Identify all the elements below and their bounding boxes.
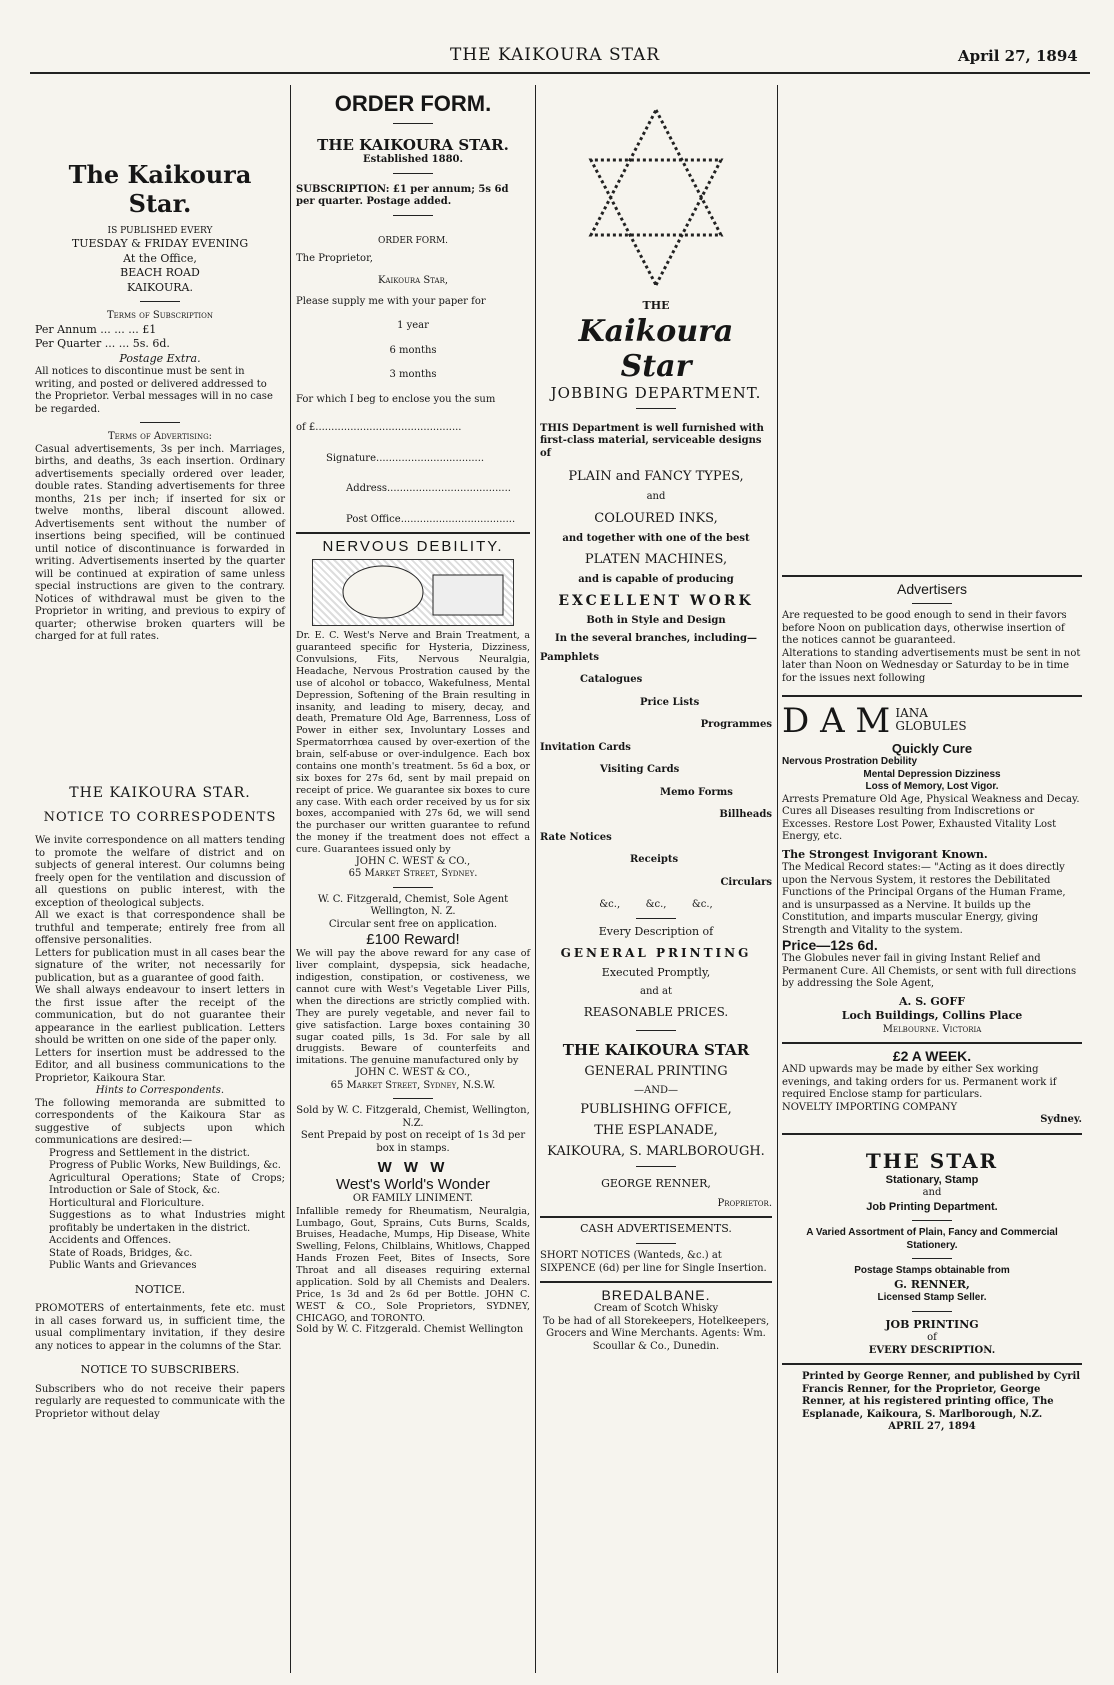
reasonable: REASONABLE PRICES.: [583, 1004, 729, 1019]
dr-west-text: Dr. E. C. West's Nerve and Brain Treatment, a guaranteed specific for Hysteria, Dizziness, Convulsions, Fits, Nervous Neuralgia, Headache, Nervous Prostration caused by the use of alcohol or tobacco, Wakefulness, Mental Depression, Softening of the Brain resulting in insanity, and leading to misery, decay, and death, Premature Old Age, Barrenness, Loss of Power in either sex, Involuntary Losses and Spermatorrhœa caused by over-exertion of the brain, self-abuse or over-indulgence. Each box contains one month's treatment. 5s 6d a box, or six boxes for 27s 6d, sent by mail prepaid on receipt of price. We guarantee six boxes to cure any case. With each order received by us for six boxes, accompanied with 27s 6d, we will send the purchaser our written guarantee to refund the money if the treatment does not effect a cure. Guarantees issued only by: [296, 630, 530, 855]
postage: Postage Extra.: [119, 351, 201, 365]
notice-body: [35, 835, 285, 1421]
divider: [782, 1363, 1082, 1365]
notice2-text: PROMOTERS of entertainments, fete etc. must in all cases forward us, in sufficient time, the usual complimentary invitation, if they desire any notices to appear in the columns of the Star.: [35, 1303, 285, 1352]
nervous-title: NERVOUS DEBILITY.: [322, 538, 504, 556]
post-office-field[interactable]: Post Office....................................: [346, 513, 516, 525]
together: and together with one of the best: [562, 532, 750, 544]
divider: [393, 173, 433, 174]
amount-field[interactable]: of £..............................................: [296, 422, 462, 434]
postage-stamps: Postage Stamps obtainable from: [854, 1265, 1010, 1277]
novelty: NOVELTY IMPORTING COMPANY: [782, 1101, 958, 1113]
notice-text-2: All we exact is that correspondence shall be truthful and temperate; entirely free from all offensive personalities.: [35, 910, 285, 946]
divider: [393, 887, 433, 888]
jobbing-head: JOBBING DEPARTMENT.: [550, 383, 762, 402]
divider: [393, 1098, 433, 1099]
week-text: AND upwards may be made by either Sex working evenings, and taking orders for us. Permanent work if required Enclose stamp for particulars.: [782, 1064, 1057, 1101]
damiana-header: [782, 701, 1082, 741]
form-head: ORDER FORM.: [377, 235, 449, 246]
reward-title: £100 Reward!: [366, 931, 460, 949]
licensed: Licensed Stamp Seller.: [877, 1292, 987, 1304]
list-item: Pamphlets: [540, 651, 599, 663]
job-printing: JOB PRINTING: [885, 1317, 979, 1331]
list-item: Visiting Cards: [600, 764, 680, 776]
list-item: Billheads: [719, 809, 772, 821]
fitzgerald: W. C. Fitzgerald, Chemist, Sole Agent Wellington, N. Z.: [317, 893, 509, 918]
advertisers-text: Are requested to be good enough to send in their favors before Noon on publication days, otherwise insertion of the notices cannot be guaranteed.: [782, 610, 1067, 646]
page-header-title: THE KAIKOURA STAR: [450, 45, 661, 65]
terms-sub-head: Terms of Subscription: [106, 310, 214, 322]
divider: [393, 123, 433, 124]
executed: Executed Promptly,: [601, 965, 711, 979]
list-item: Memo Forms: [660, 786, 733, 798]
globules: GLOBULES: [895, 719, 967, 734]
every-desc-4: EVERY DESCRIPTION.: [868, 1344, 996, 1356]
iana: IANA: [895, 706, 928, 720]
star-gp: THE KAIKOURA STAR: [562, 1041, 750, 1060]
jcw2: JOHN C. WEST & CO.,: [355, 1067, 471, 1079]
column-rule: [535, 85, 536, 1673]
short-notices: SHORT NOTICES (Wanteds, &c.) at SIXPENCE (6d) per line for Single Insertion.: [540, 1250, 767, 1274]
melbourne: Melbourne. Victoria: [882, 1023, 982, 1035]
cream-text: To be had of all Storekeepers, Hotelkeepers, Grocers and Wine Merchants. Agents: Wm. Scoullar & Co., Dunedin.: [542, 1315, 770, 1352]
column-3: [540, 85, 772, 1673]
wonder: West's World's Wonder: [335, 1176, 491, 1194]
mental-line: Mental Depression Dizziness: [863, 768, 1001, 780]
list-item: Agricultural Operations; State of Crops; Introduction or Sale of Stock, &c.: [49, 1172, 285, 1196]
loss-line: Loss of Memory, Lost Vigor.: [865, 781, 999, 792]
notice3-text: Subscribers who do not receive their papers regularly are requested to communicate with the Proprietor without delay: [35, 1383, 285, 1420]
divider: [782, 695, 1082, 697]
liniment: OR FAMILY LINIMENT.: [352, 1193, 474, 1205]
strongest: The Strongest Invigorant Known.: [782, 847, 988, 861]
advertisers-text-2: Alterations to standing advertisements must be sent in not later than Noon on Wednesday or Saturday to be in time for the issues next following: [782, 647, 1081, 684]
job-dept: Job Printing Department.: [866, 1200, 998, 1213]
kaikoura-star: Kaikoura Star,: [377, 275, 449, 287]
notice-title: THE KAIKOURA STAR.: [69, 785, 251, 801]
divider: [393, 215, 433, 216]
column-4: [782, 85, 1082, 1673]
advertisers-head: Advertisers: [896, 581, 968, 597]
the-star: THE STAR: [865, 1148, 999, 1173]
quickly-cure: Quickly Cure: [891, 741, 973, 756]
loch: Loch Buildings, Collins Place: [841, 1009, 1023, 1023]
list-item: Price Lists: [640, 696, 700, 708]
liniment-sold: Sold by W. C. Fitzgerald. Chemist Wellington: [296, 1324, 524, 1336]
excellent-work: EXCELLENT WORK: [558, 592, 754, 609]
terms-adv-head: Terms of Advertising:: [107, 431, 213, 443]
branches: In the several branches, including—: [555, 633, 757, 645]
published-line: IS PUBLISHED EVERY: [107, 226, 213, 236]
divider: [912, 603, 952, 604]
road-line: BEACH ROAD: [120, 266, 200, 280]
imprint: Printed by George Renner, and published by Cyril Francis Renner, for the Proprietor, George Renner, at his registered printing office, The Esplanade, Kaikoura, S. Marlborough, N.Z.: [802, 1371, 1081, 1420]
proprietor-3: Proprietor.: [717, 1197, 772, 1209]
divider: [912, 1311, 952, 1312]
both-style: Both in Style and Design: [586, 614, 726, 626]
divider: [540, 1216, 772, 1218]
discontinue-text: All notices to discontinue must be sent in writing, and posted or delivered addressed to the Proprietor. Verbal messages will in no case be regarded.: [35, 366, 273, 415]
jcw: JOHN C. WEST & CO.,: [355, 855, 471, 867]
adv-terms-text: Casual advertisements, 3s per inch. Marriages, births, and deaths, 3s each insertion. Ordinary advertisements specially ordered over leader, double rates. Standing advertisements for three months, 21s per inch; if inserted for six or twelve months, liberal discount allowed. Advertisements sent without the number of insertions being specified, will be continued until notice of discontinuance is forwarded in writing. Advertisements inserted by the quarter will be continued at expiration of same unless special instructions are given to the contrary. Notices of withdrawal must be given to the Proprietor in writing, and previous to expiry of quarter; otherwise broken quarters will be charged for at full rates.: [35, 443, 285, 643]
divider: [782, 1133, 1082, 1135]
gen-printing: GENERAL PRINTING: [584, 1064, 728, 1080]
divider: [782, 1042, 1082, 1044]
notice2-head: NOTICE.: [134, 1282, 186, 1296]
jcw-addr: 65 Market Street, Sydney.: [348, 868, 478, 880]
list-item: Rate Notices: [540, 831, 612, 843]
the-label: THE: [642, 299, 670, 312]
liniment-text: Infallible remedy for Rheumatism, Neuralgia, Lumbago, Gout, Sprains, Cuts Burns, Scalds, Bruises, Headache, Mumps, Hip Disease, White Swelling, Felons, Chilblains, Whitlows, Chapped Hands Frozen Feet, Bites of Insects, Sore Throat and all diseases requiring external application. Sold by all Chemists and Dealers. Price, 1s 3d and 2s 6d per Bottle. JOHN C. WEST & CO., Sole Proprietors, SYDNEY, CHICAGO, and TORONTO.: [296, 1205, 530, 1324]
cash-ads: CASH ADVERTISEMENTS.: [580, 1222, 732, 1236]
order-paper: THE KAIKOURA STAR.: [317, 136, 509, 154]
circular: Circular sent free on application.: [328, 918, 498, 930]
and-4: and: [922, 1187, 942, 1199]
list-item: Catalogues: [580, 674, 643, 686]
reward-text: We will pay the above reward for any case of liver complaint, dyspepsia, sick headache, indigestion, constipation, or costiveness, we cannot cure with West's Vegetable Liver Pills, when the directions are strictly complied with. They are purely vegetable, and never fail to give satisfaction. Large boxes containing 30 sugar coated pills, 1s 3d. For sale by all druggists. Beware of counterfeits and imitations. The genuine manufactured only by: [296, 948, 530, 1067]
coloured-inks: COLOURED INKS,: [594, 510, 718, 526]
list-item: Progress and Settlement in the district.: [49, 1147, 250, 1159]
divider: [140, 301, 180, 302]
imprint-date: APRIL 27, 1894: [888, 1421, 976, 1433]
list-item: Public Wants and Grievances: [49, 1260, 197, 1271]
list-item: Horticultural and Floriculture.: [49, 1197, 205, 1209]
price-text: The Globules never fail in giving Instant Relief and Permanent Cure. All Chemists, or sent with full directions by addressing the Sole Agent,: [782, 953, 1077, 990]
plain-fancy: PLAIN and FANCY TYPES,: [568, 469, 744, 485]
page-header-date: April 27, 1894: [958, 47, 1078, 65]
column-rule: [777, 85, 778, 1673]
and-at: and at: [640, 986, 672, 998]
damiana-small: [895, 707, 966, 733]
notice-text-3: Letters for publication must in all cases bear the signature of the writer, not necessarily for publication, but as a guarantee of good faith.: [35, 947, 285, 984]
notice-text-1: We invite correspondence on all matters tending to promote the welfare of district and on subjects of general interest. Our columns being freely open for the ventilation and discussion of all questions on public interest, with the exception of theological subjects.: [35, 835, 285, 909]
nervous-line: Nervous Prostration Debility: [782, 756, 918, 767]
column-rule: [290, 85, 291, 1673]
established: Established 1880.: [363, 154, 463, 165]
list-item: Accidents and Offences.: [49, 1235, 172, 1246]
option-1-year[interactable]: 1 year: [397, 320, 429, 332]
damiana-big: D A M: [782, 701, 891, 741]
please-supply: Please supply me with your paper for: [296, 295, 486, 307]
goff: A. S. GOFF: [899, 994, 965, 1008]
seal-icon: [313, 560, 513, 625]
general-printing: GENERAL PRINTING: [560, 945, 752, 960]
prepaid: Sent Prepaid by post on receipt of 1s 3d per box in stamps.: [300, 1130, 526, 1154]
column-1: [35, 85, 285, 1673]
term-options: [296, 320, 530, 382]
notice3-head: NOTICE TO SUBSCRIBERS.: [80, 1363, 240, 1377]
of-4: of: [927, 1332, 937, 1344]
and-2: —AND—: [634, 1084, 678, 1096]
notice-text-4: We shall always endeavour to insert letters in the first issue after the receipt of the communication, but do not guarantee their appearance in the earliest publication. Letters should be written on one side of the paper only.: [35, 985, 285, 1046]
list-item: Programmes: [700, 719, 772, 731]
week: £2 A WEEK.: [892, 1048, 972, 1065]
column-2: [296, 85, 530, 1673]
days-line: TUESDAY & FRIDAY EVENING: [71, 237, 249, 251]
divider: [540, 1281, 772, 1283]
hint-items: [35, 1148, 285, 1273]
option-6-months[interactable]: 6 months: [389, 344, 437, 356]
every-desc: Every Description of: [598, 924, 714, 938]
divider: [636, 918, 676, 919]
list-item: Invitation Cards: [540, 741, 631, 753]
list-item: Suggestions as to what Industries might profitably be undertaken in the district.: [49, 1210, 285, 1234]
notice-text-5: Letters for insertion must be addressed to the Editor, and all business communications to the Proprietor, Kaikoura Star.: [35, 1047, 285, 1084]
etc-line: &c., &c., &c.,: [599, 899, 713, 911]
list-item: Progress of Public Works, New Buildings, &c.: [49, 1160, 281, 1171]
divider: [636, 408, 676, 409]
www: W W W: [377, 1159, 449, 1177]
divider: [636, 1030, 676, 1031]
per-annum: Per Annum ... ... ... £1: [35, 322, 157, 336]
and-1: and: [646, 491, 666, 503]
publishing: PUBLISHING OFFICE,: [580, 1102, 732, 1117]
stationary: Stationary, Stamp: [885, 1173, 979, 1186]
per-quarter: Per Quarter ... ... 5s. 6d.: [35, 337, 170, 351]
header-rule: [30, 72, 1090, 74]
medical-text: The Medical Record states:— "Acting as it does directly upon the Nervous System, it restores the Debilitated Functions of the Principal Organs of the Human Frame, and is unsurpassed as a Nervine. It builds up the Constitution, and imparts muscular Energy, giving Strength and Vitality to the system.: [782, 862, 1066, 936]
star-of-david-icon: [540, 105, 772, 299]
office-line: At the Office,: [123, 251, 197, 265]
sydney: Sydney.: [1040, 1114, 1082, 1126]
hints-head: Hints to Correspondents.: [95, 1085, 225, 1096]
option-3-months[interactable]: 3 months: [389, 369, 437, 381]
divider: [296, 532, 530, 534]
list-item: Circulars: [720, 876, 772, 888]
varied: A Varied Assortment of Plain, Fancy and Commercial Stationery.: [806, 1227, 1058, 1251]
signature-field[interactable]: Signature..................................: [326, 452, 485, 464]
arrests-text: Arrests Premature Old Age, Physical Weakness and Decay. Cures all Diseases resulting from Indiscretions or Excesses. Restore Lost Power, Exhausted Vitality Lost Energy, etc.: [782, 793, 1080, 842]
divider: [140, 422, 180, 423]
bredalbane: BREDALBANE.: [601, 1287, 711, 1303]
hints-text: The following memoranda are submitted to correspondents of the Kaikoura Star as suggestive of subjects upon which communications are desired:—: [35, 1097, 285, 1146]
address-field[interactable]: Address.......................................: [346, 483, 511, 495]
list-item: State of Roads, Bridges, &c.: [49, 1247, 193, 1259]
order-title: ORDER FORM.: [334, 91, 492, 116]
divider: [912, 1258, 952, 1259]
price: Price—12s 6d.: [782, 937, 878, 954]
cream: Cream of Scotch Whisky: [593, 1303, 719, 1314]
esplanade: THE ESPLANADE,: [594, 1123, 718, 1139]
list-item: Receipts: [630, 854, 679, 866]
masthead: The Kaikoura Star.: [68, 160, 252, 218]
divider: [636, 1166, 676, 1167]
jcw2-addr: 65 Market Street, Sydney, N.S.W.: [330, 1079, 496, 1091]
subscription: SUBSCRIPTION: £1 per annum; 5s 6d per quarter. Postage added.: [296, 183, 509, 207]
divider: [636, 1243, 676, 1244]
town-line: KAIKOURA.: [127, 280, 193, 294]
masthead-3: Kaikoura Star: [578, 313, 734, 384]
jobbing-intro: THIS Department is well furnished with first-class material, serviceable designs of: [540, 422, 764, 459]
divider: [912, 1220, 952, 1221]
platen: PLATEN MACHINES,: [584, 552, 728, 568]
engraving-image: [312, 559, 514, 626]
renner: GEORGE RENNER,: [601, 1177, 711, 1191]
g-renner: G. RENNER,: [894, 1277, 970, 1291]
divider: [782, 575, 1082, 577]
capable: and is capable of producing: [578, 574, 734, 586]
enclose: For which I beg to enclose you the sum: [296, 393, 496, 405]
sold-by: Sold by W. C. Fitzgerald, Chemist, Wellington, N.Z.: [296, 1105, 530, 1129]
marlborough: KAIKOURA, S. MARLBOROUGH.: [547, 1144, 765, 1160]
branch-items: [540, 652, 772, 890]
proprietor: The Proprietor,: [296, 252, 373, 264]
notice-sub: NOTICE TO CORRESPODENTS: [43, 810, 277, 825]
